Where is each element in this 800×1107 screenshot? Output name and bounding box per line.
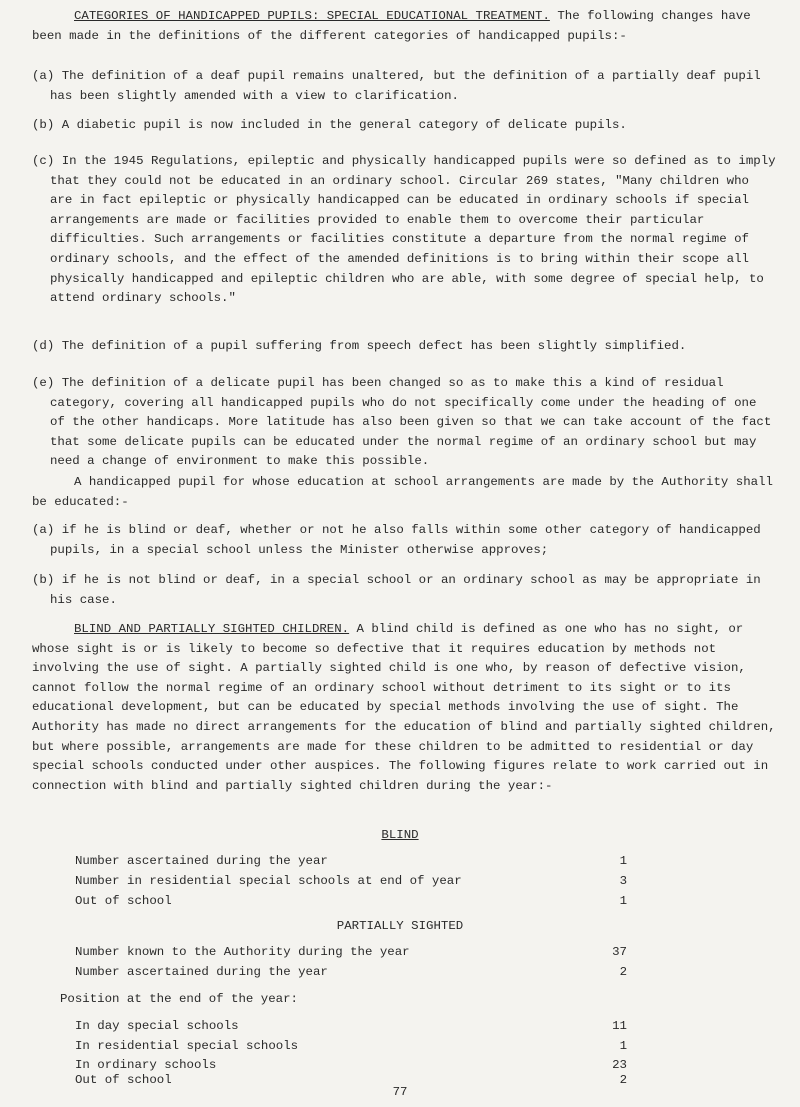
- arrangement-item-b: (b) if he is not blind or deaf, in a special school or an ordinary school as may be appropriate in his case.: [32, 573, 761, 607]
- row-label: Number ascertained during the year: [75, 965, 328, 979]
- intro-heading: CATEGORIES OF HANDICAPPED PUPILS: SPECIAL EDUCATIONAL TREATMENT.: [74, 9, 550, 23]
- change-item-a: (a) The definition of a deaf pupil remains unaltered, but the definition of a partially deaf pupil has been slightly amended with a view to clarification.: [32, 69, 761, 103]
- row-label: Number in residential special schools at end of year: [75, 874, 462, 888]
- row-value: 1: [619, 894, 627, 908]
- blind-section-text: A blind child is defined as one who has no sight, or whose sight is or is likely to become so defective that it requires education by methods not involving the use of sight. A partially sighted child is one who, by reason of defective vision, cannot follow the normal regime of an ordinary school without detriment to its sight or to its educational development, but can be educated by special methods involving the use of sight. The Authority has made no direct arrangements for the education of blind and partially sighted children, but where possible, arrangements are made for these children to be admitted to residential or day special schools conducted under other auspices. The following figures relate to work carried out in connection with blind and partially sighted children during the year:-: [32, 622, 776, 793]
- change-item-e: (e) The definition of a delicate pupil has been changed so as to make this a kind of residual category, covering all handicapped pupils who do not specifically come under the heading of one of the other handicaps. More latitude has also been given so that we can take account of the fact that some delicate pupils can be educated under the normal regime of an ordinary school but may need a change of environment to make this possible.: [32, 376, 772, 469]
- position-label-row: [0, 990, 800, 1009]
- change-item-d: (d) The definition of a pupil suffering from speech defect has been slightly simplified.: [32, 339, 687, 353]
- position-label: Position at the end of the year:: [60, 992, 298, 1006]
- table-row: [0, 963, 800, 982]
- blind-section-heading: BLIND AND PARTIALLY SIGHTED CHILDREN.: [74, 622, 350, 636]
- row-value: 37: [612, 945, 627, 959]
- partial-table-heading: PARTIALLY SIGHTED: [336, 919, 464, 933]
- row-label: In ordinary schools: [75, 1058, 217, 1072]
- table-row: [0, 943, 800, 962]
- arrangements-intro: A handicapped pupil for whose education at school arrangements are made by the Authority shall be educated:-: [32, 475, 773, 509]
- row-label: Number ascertained during the year: [75, 854, 328, 868]
- arrangement-item-a: (a) if he is blind or deaf, whether or not he also falls within some other category of handicapped pupils, in a special school unless the Minister otherwise approves;: [32, 523, 761, 557]
- row-label: In residential special schools: [75, 1039, 299, 1053]
- table-row: [0, 872, 800, 891]
- row-value: 3: [619, 874, 627, 888]
- blind-section-paragraph: [32, 620, 778, 796]
- intro-paragraph: [32, 7, 778, 46]
- row-label: Out of school: [75, 894, 172, 908]
- row-value: 1: [619, 1039, 627, 1053]
- blind-table-heading: BLIND: [381, 828, 419, 842]
- table-row: [0, 852, 800, 871]
- row-value: 2: [619, 965, 627, 979]
- table-row: [0, 892, 800, 911]
- table-row: [0, 1037, 800, 1056]
- change-item-b: (b) A diabetic pupil is now included in the general category of delicate pupils.: [32, 118, 627, 132]
- row-value: 23: [612, 1058, 627, 1072]
- row-label: In day special schools: [75, 1019, 239, 1033]
- table-row: [0, 1017, 800, 1036]
- change-item-c: (c) In the 1945 Regulations, epileptic and physically handicapped pupils were so defined as to imply that they could not be educated in an ordinary school. Circular 269 states, "Many children who are in fact epileptic or physically handicapped can be educated in ordinary schools if special arrangements are made or facilities provided to enable them to overcome their particular difficulties. Such arrangements or facilities constitute a departure from the normal regime of ordinary schools, and the effect of the amended definitions is to bring within their scope all physically handicapped and epileptic children who are able, with some degree of special help, to attend ordinary schools.": [32, 154, 776, 306]
- page-number: 77: [392, 1085, 408, 1099]
- row-value: 2: [619, 1073, 627, 1087]
- row-label: Out of school: [75, 1073, 172, 1087]
- row-label: Number known to the Authority during the year: [75, 945, 410, 959]
- row-value: 11: [612, 1019, 627, 1033]
- row-value: 1: [619, 854, 627, 868]
- intro-text: The following changes have been made in the definitions of the different categories of handicapped pupils:-: [32, 9, 751, 43]
